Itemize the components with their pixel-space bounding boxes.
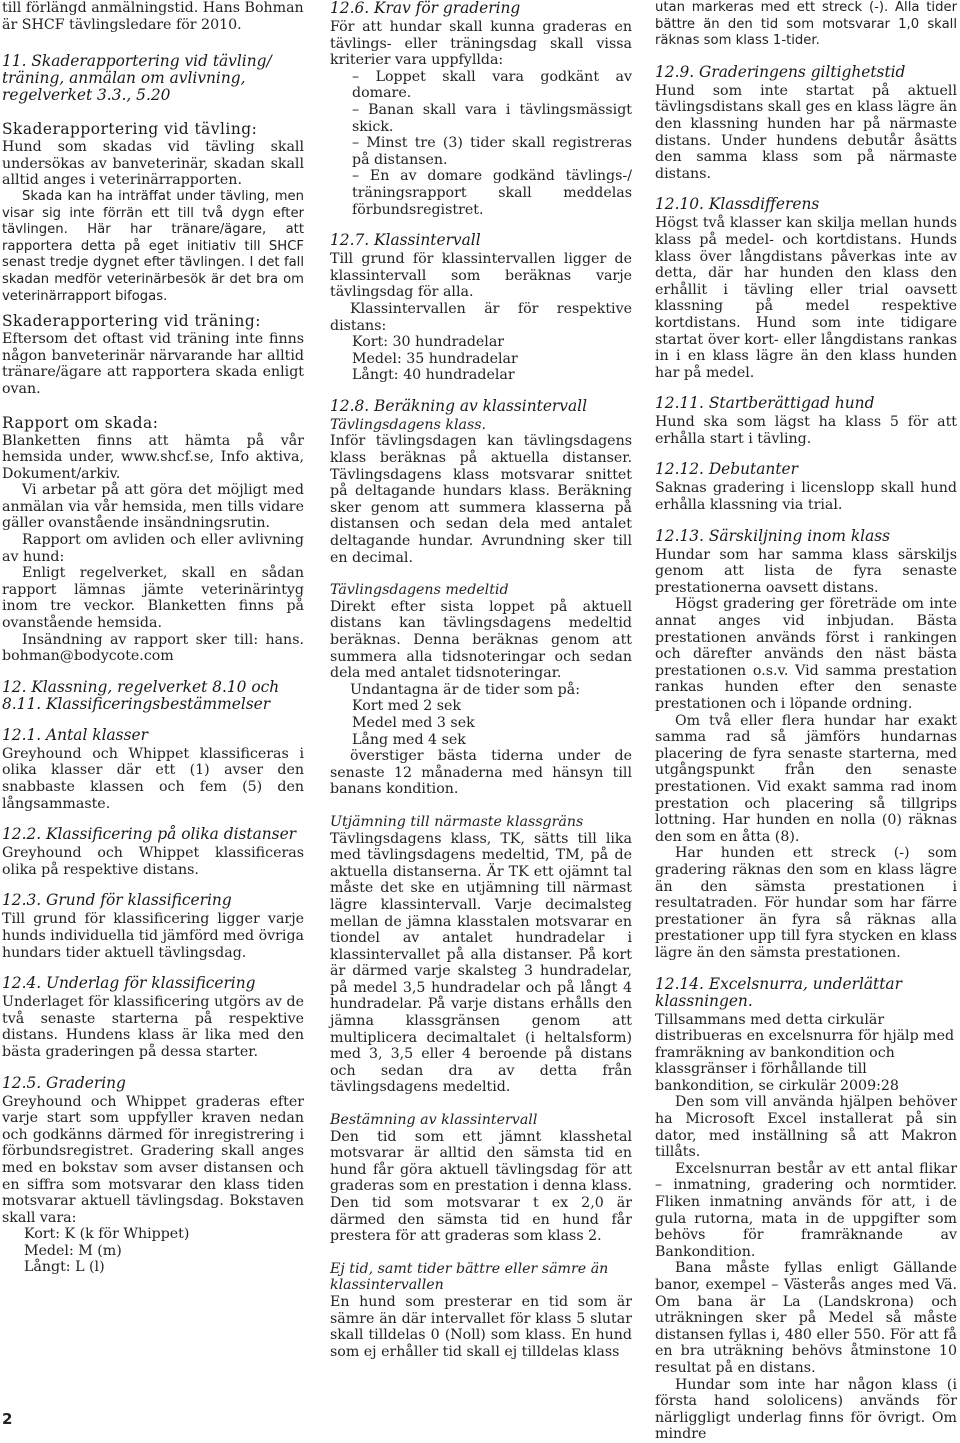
subheading: Tävlingsdagens klass. bbox=[330, 416, 487, 433]
section-12-5-heading: 12.5. Gradering bbox=[2, 1073, 126, 1092]
list-item: – Loppet skall vara godkänt av domare. bbox=[352, 68, 632, 102]
list-item: – En av domare godkänd tävlings-/ träningsrapport skall meddelas förbundsregistret. bbox=[352, 168, 632, 218]
paragraph: Rapport om avliden och eller avlivning av hund: bbox=[2, 532, 304, 565]
paragraph: Direkt efter sista loppet på aktuell distans kan tävlingsdagens medeltid beräknas. Denna beräknas genom att summera alla tidsnoteringar och sedan dela med antalet tidsnoteringar. bbox=[330, 598, 632, 682]
section-12-8-heading: 12.8. Beräkning av klassintervall bbox=[330, 396, 588, 415]
paragraph: Hundar som inte har någon klass (i första hand sololicens) används för närliggligt underlag finns för övrigt. Om mindre bbox=[655, 1376, 957, 1443]
paragraph: Till grund för klassificering ligger varje hunds individuella tid jämförd med övriga hundars tider aktuell tävlingsdag. bbox=[2, 911, 304, 961]
subheading: Utjämning till närmaste klassgräns bbox=[330, 813, 584, 830]
paragraph: Den tid som ett jämnt klasshetal motsvarar är alltid den sämsta tid en hund får göra aktuell tävlingsdag för att graderas som en prestation i denna klass. Den tid som motsvarar t ex 2,0 är därmed den sämsta tid en hund får prestera för att graderas som klass 2. bbox=[330, 1128, 632, 1245]
paragraph: Saknas gradering i licenslopp skall hund erhålla klassning via trial. bbox=[655, 480, 957, 514]
list-item: Kort: K (k för Whippet) bbox=[24, 1226, 190, 1243]
paragraph: Den som vill använda hjälpen behöver ha Microsoft Excel installerat på sin dator, med inställning så att Makron tillåts. bbox=[655, 1094, 957, 1161]
paragraph: Vi arbetar på att göra det möjligt med anmälan via vår hemsida, men tills vidare gäller ovanstående insändningsrutin. bbox=[2, 482, 304, 532]
paragraph: Greyhound och Whippet klassificeras i olika klasser där ett (1) avser den snabbaste klassen och fem (5) den långsammaste. bbox=[2, 745, 304, 812]
subheading-skaderapportering-traning: Skaderapportering vid träning: bbox=[2, 312, 261, 331]
paragraph: Har hunden ett streck (-) som gradering räknas den som en klass lägre än den sämsta prestationen i resultatraden. För hundar som har färre prestationer än fyra så räknas alla prestationer upp till fyra stycken en klass lägre än den sämsta prestationen. bbox=[655, 845, 957, 961]
paragraph: Hund som inte startat på aktuell tävlingsdistans skall ges en klass lägre än den klassning hunden har på närmaste distans. Under hundens debutår åsätts den samma klass som på närmaste distans. bbox=[655, 82, 957, 182]
paragraph: Tävlingsdagens klass, TK, sätts till lika med tävlingsdagens medeltid, TM, på de aktuella distanserna. Är TK ett ojämnt tal måste det ske en utjämning till närmast lägre klassintervall. Varje decimalsteg mellan de jämna klasstalen motsvarar en tiondel av antalet hundradelar i klassintervallet på alla distanser. På kort är därmed varje skalsteg 3 hundradelar, på medel 3,5 hundradelar och på långt 4 hundradelar. På varje distans erhålls den jämna klassgränsen genom att multiplicera decimaltalet (i heltalsform) med 3, 3,5 eller 4 beroende på distans och sedan dra av detta från tävlingsdagens medeltid. bbox=[330, 830, 632, 1096]
paragraph: Bana måste fyllas enligt Gällande banor, exempel – Västerås anges med Vä. Om bana är La (Landskrona) och uträkningen sker på Medel så måste distansen fyllas i, 480 eller 550. För att få en bra uträkning behövs åtminstone 10 resultat på en distans. bbox=[655, 1260, 957, 1376]
paragraph: utan markeras med ett streck (-). Alla tider bättre än den tid som motsvarar 1,0 skall räknas som klass 1-tider. bbox=[655, 0, 957, 49]
section-12-14-heading: 12.14. Excelsnurra, underlättar klassningen. bbox=[655, 974, 902, 1010]
section-12-10-heading: 12.10. Klassdifferens bbox=[655, 195, 820, 214]
section-12-6-heading: 12.6. Krav för gradering bbox=[330, 0, 521, 17]
paragraph: Högst gradering ger företräde om inte annat anges vid inbjudan. Bästa prestationen används först i rankingen och därefter används den näst bästa prestationen o.s.v. Vid samma prestation rankas hunden efter den senaste prestationen och i löpande ordning. bbox=[655, 596, 957, 712]
list-item: Medel: M (m) bbox=[24, 1242, 122, 1259]
list-item: Långt: L (l) bbox=[24, 1259, 105, 1276]
list-item: Lång med 4 sek bbox=[352, 731, 466, 748]
paragraph: Insändning av rapport sker till: hans. bohman@bodycote.com bbox=[2, 631, 304, 665]
list-item: Medel: 35 hundradelar bbox=[352, 350, 518, 367]
paragraph: Undantagna är de tider som på: bbox=[350, 681, 580, 698]
paragraph: Hundar som har samma klass särskiljs genom att lista de fyra senaste prestationerna oavsett distans. bbox=[655, 546, 957, 596]
paragraph: Hund ska som lägst ha klass 5 för att erhålla start i tävling. bbox=[655, 414, 957, 447]
section-12-2-heading: 12.2. Klassificering på olika distanser bbox=[2, 825, 297, 844]
paragraph: Klassintervallen är för respektive distans: bbox=[330, 300, 632, 334]
list-item: – Minst tre (3) tider skall registreras på distansen. bbox=[352, 135, 632, 168]
paragraph: Hund som skadas vid tävling skall undersökas av banveterinär, skadan skall alltid anges i veterinärrapporten. bbox=[2, 139, 304, 189]
section-12-1-heading: 12.1. Antal klasser bbox=[2, 725, 148, 744]
paragraph: överstiger bästa tiderna under de senaste 12 månaderna med hänsyn till banans kondition. bbox=[330, 748, 632, 798]
section-11-heading: 11. Skaderapportering vid tävling/ träning, anmälan om avlivning, regelverket 3.3., 5.20 bbox=[2, 52, 272, 105]
paragraph: Greyhound och Whippet graderas efter varje start som uppfyller kraven nedan och godkänns därmed för inregistrering i förbundsregistret. Gradering skall anges med en bokstav som avser distansen och en siffra som motsvarar den klass tiden motsvarar aktuell tävlingsdag. Bokstaven skall vara: bbox=[2, 1093, 304, 1226]
list-item: Långt: 40 hundradelar bbox=[352, 367, 515, 384]
list-item: Kort med 2 sek bbox=[352, 698, 462, 715]
paragraph: Blanketten finns att hämta på vår hemsida under, www.shcf.se, Info aktiva, Dokument/arkiv. bbox=[2, 432, 304, 482]
section-12-4-heading: 12.4. Underlag för klassificering bbox=[2, 974, 256, 993]
column-right bbox=[655, 0, 957, 1443]
section-12-heading: 12. Klassning, regelverket 8.10 och 8.11. Klassificeringsbestämmelser bbox=[2, 677, 280, 713]
section-12-11-heading: 12.11. Startberättigad hund bbox=[655, 394, 875, 413]
paragraph: Underlaget för klassificering utgörs av de två senaste starterna på respektive distans. Hundens klass är lika med den bästa graderingen på dessa starter. bbox=[2, 994, 304, 1060]
column-left bbox=[2, 0, 304, 1276]
section-12-7-heading: 12.7. Klassintervall bbox=[330, 231, 481, 250]
paragraph: För att hundar skall kunna graderas en tävlings- eller träningsdag skall vissa kriterier vara uppfyllda: bbox=[330, 19, 632, 69]
paragraph: Högst två klasser kan skilja mellan hunds klass på medel- och kortdistans. Hunds klass över långdistans påverkas inte av detta, där har hunden den klass den erhållit i tävling eller trial oavsett klassning på medel respektive kortdistans. Hund som inte tidigare startat över kort- eller långdistans rankas in i en klass lägre än den klass hunden har på medel. bbox=[655, 215, 957, 381]
paragraph: Enligt regelverket, skall en sådan rapport lämnas jämte veterinärintyg inom tre veckor. Blanketten finns på ovanstående hemsida. bbox=[2, 565, 304, 632]
paragraph: Greyhound och Whippet klassificeras olika på respektive distans. bbox=[2, 845, 304, 878]
subheading-skaderapportering-tavling: Skaderapportering vid tävling: bbox=[2, 120, 258, 139]
page-number: 2 bbox=[2, 1410, 13, 1428]
intro-paragraph: till förlängd anmälningstid. Hans Bohman är SHCF tävlingsledare för 2010. bbox=[2, 0, 304, 33]
paragraph: Skada kan ha inträffat under tävling, men visar sig inte förrän ett till två dygn efter tävlingen. Här har tränare/ägare, att rapportera detta på eget initiativ till SHCF senast tredje dygnet efter tävlingen. I det fall skadan medför veterinärbesök är det bra om veterinärrapport bifogas. bbox=[2, 188, 304, 304]
section-12-12-heading: 12.12. Debutanter bbox=[655, 460, 798, 479]
subheading-rapport-om-skada: Rapport om skada: bbox=[2, 413, 159, 432]
paragraph: En hund som presterar en tid som är sämre än där intervallet för klass 5 slutar skall tilldelas 0 (Noll) som klass. En hund som ej erhåller tid skall ej tilldelas klass bbox=[330, 1293, 632, 1360]
paragraph: Inför tävlingsdagen kan tävlingsdagens klass beräknas på aktuella distanser. Tävlingsdagens klass motsvarar snittet på deltagande hundars klass. Beräkning sker genom att summera klasserna på distansen och sedan dela med antalet deltagande hundar. Avrundning sker till en decimal. bbox=[330, 433, 632, 566]
list-item: Medel med 3 sek bbox=[352, 714, 475, 731]
section-12-3-heading: 12.3. Grund för klassificering bbox=[2, 891, 232, 910]
paragraph: Eftersom det oftast vid träning inte finns någon banveterinär närvarande har alltid tränare/ägare att rapportera skada enligt ovan. bbox=[2, 331, 304, 397]
list-item: – Banan skall vara i tävlingsmässigt skick. bbox=[352, 101, 632, 135]
subheading: Bestämning av klassintervall bbox=[330, 1112, 538, 1129]
paragraph: Till grund för klassintervallen ligger de klassintervall som beräknas varje tävlingsdag för alla. bbox=[330, 251, 632, 301]
list-item: Kort: 30 hundradelar bbox=[352, 334, 505, 351]
column-middle bbox=[330, 0, 632, 1360]
section-12-13-heading: 12.13. Särskiljning inom klass bbox=[655, 526, 891, 545]
subheading: Tävlingsdagens medeltid bbox=[330, 582, 509, 599]
paragraph: Om två eller flera hundar har exakt samma rad så jämförs hundarnas placering de fyra senaste starterna, med utgångspunkt från den senaste prestationen. Vid exakt samma rad inom prestation och placering så tillgrips lottning. Har hunden en nolla (0) räknas den som en åtta (8). bbox=[655, 712, 957, 845]
subheading: Ej tid, samt tider bättre eller sämre än klassintervallen bbox=[330, 1260, 609, 1294]
section-12-9-heading: 12.9. Graderingens giltighetstid bbox=[655, 62, 906, 81]
paragraph: Excelsnurran består av ett antal flikar – inmatning, gradering och normtider. Fliken inmatning används för att, i de gula rutorna, mata in de uppgifter som behövs för framräknande av Bankondition. bbox=[655, 1160, 957, 1260]
paragraph: Tillsammans med detta cirkulär distribueras en excelsnurra för hjälp med framräkning av bankondition och klassgränser i förhållande till bankondition, se cirkulär 2009:28 bbox=[655, 1011, 955, 1094]
